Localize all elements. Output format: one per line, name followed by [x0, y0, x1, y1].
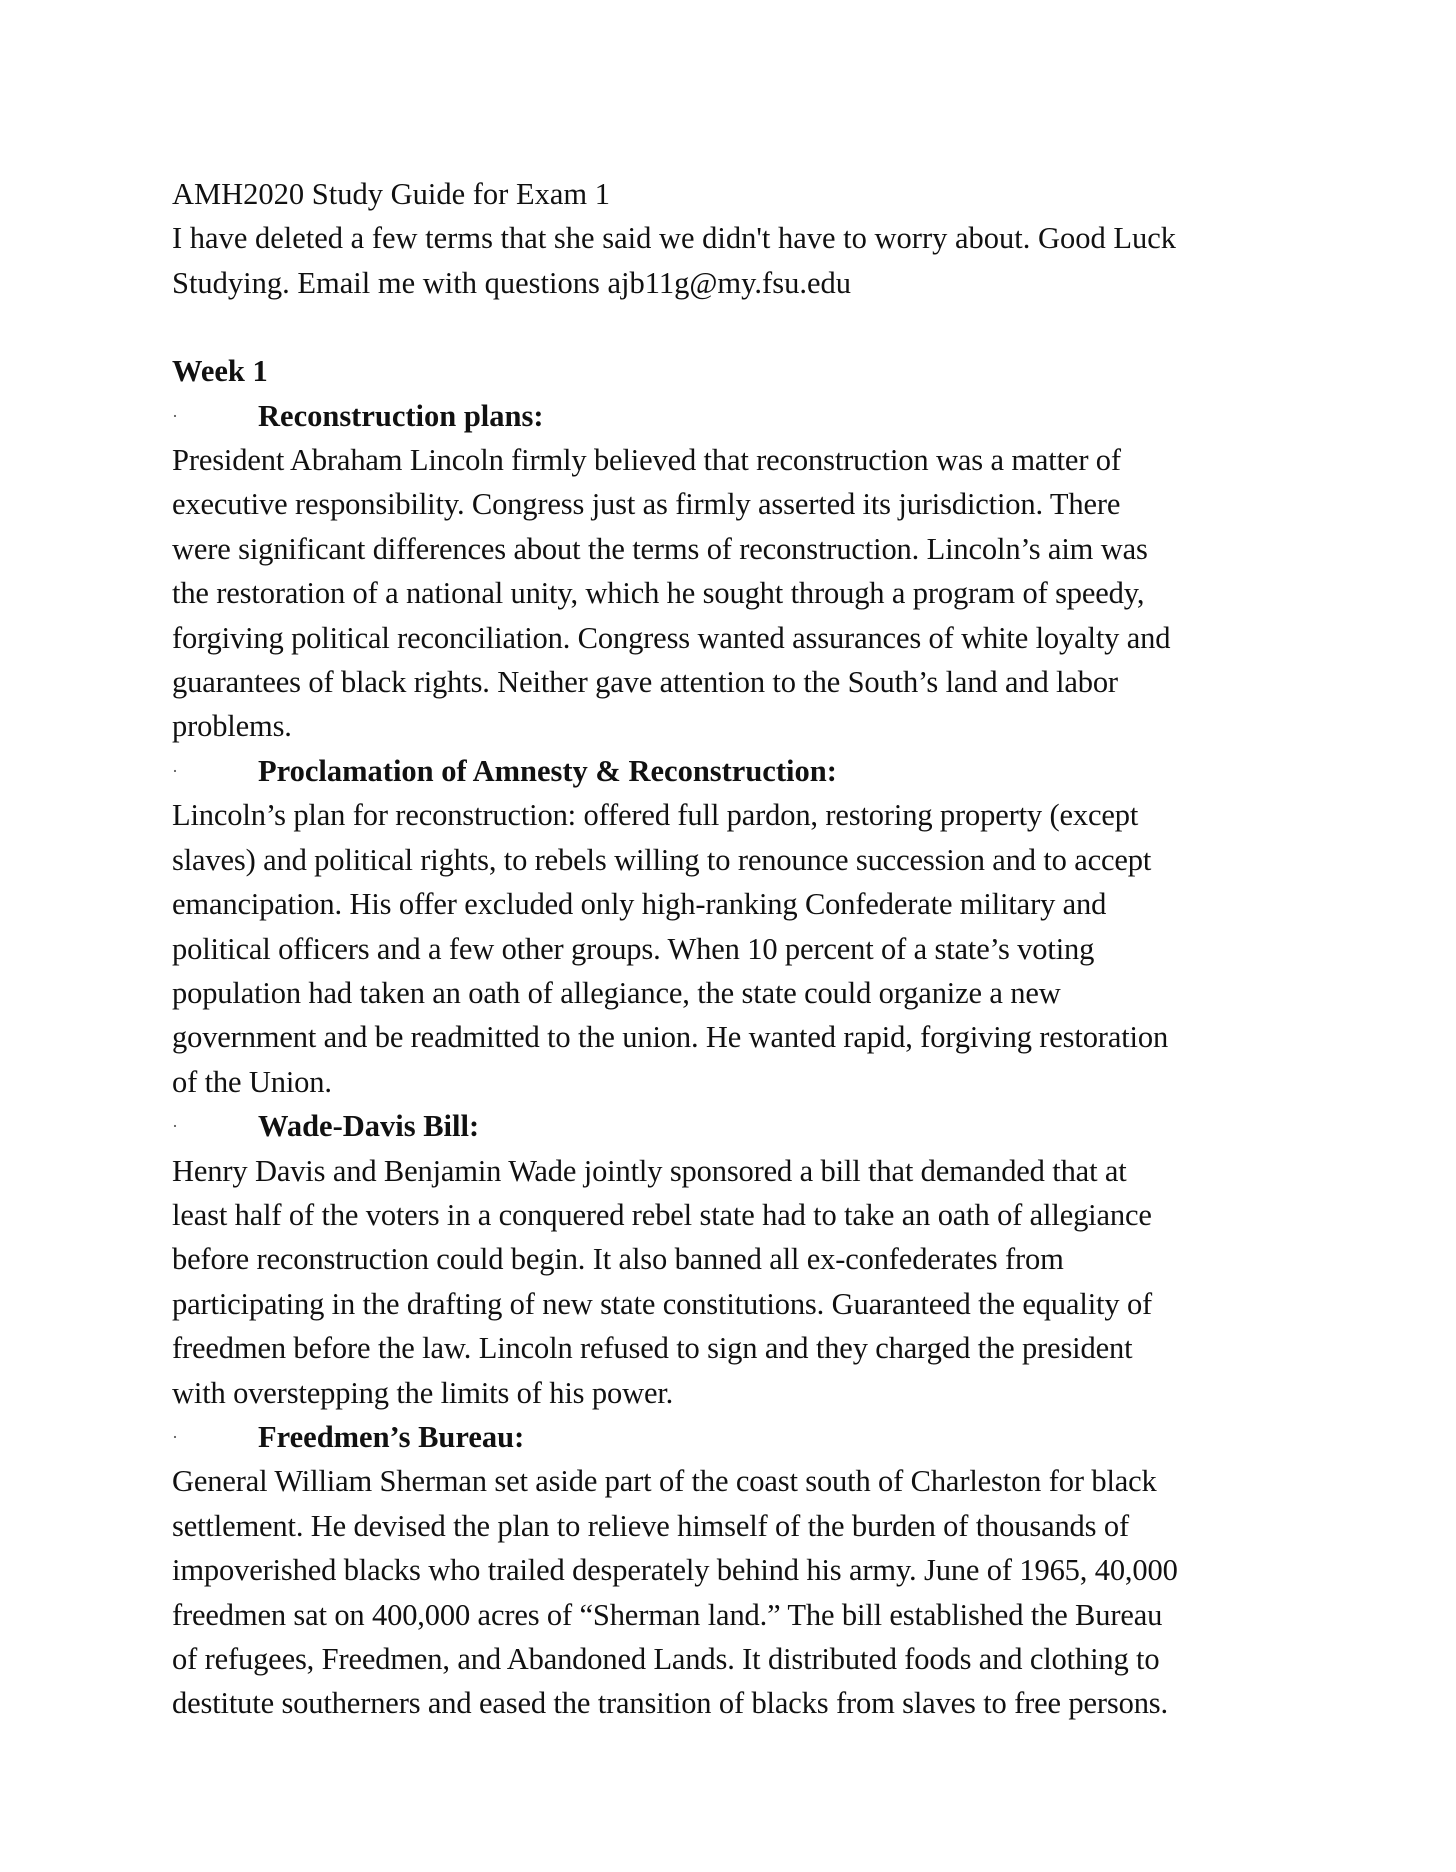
definition-line: political officers and a few other groups. When 10 percent of a state’s voting [172, 931, 1095, 966]
definition-line: with overstepping the limits of his power. [172, 1375, 674, 1410]
definition-line: General William Sherman set aside part of the coast south of Charleston for black [172, 1464, 1157, 1499]
definition-line: executive responsibility. Congress just as firmly asserted its jurisdiction. There [172, 487, 1121, 522]
bullet-marker: · [172, 1116, 178, 1137]
term-definition [172, 438, 1292, 749]
definition-line: government and be readmitted to the union. He wanted rapid, forgiving restoration [172, 1020, 1169, 1055]
definition-line: President Abraham Lincoln firmly believed that reconstruction was a matter of [172, 443, 1121, 478]
definition-line: of refugees, Freedmen, and Abandoned Lands. It distributed foods and clothing to [172, 1642, 1160, 1676]
definition-line: the restoration of a national unity, which he sought through a program of speedy, [172, 576, 1145, 611]
header-note-line: I have deleted a few terms that she said we didn't have to worry about. Good Luck [172, 221, 1177, 256]
term-section [172, 1104, 1292, 1415]
term-definition [172, 1149, 1292, 1415]
definition-line: freedmen sat on 400,000 acres of “Sherman land.” The bill established the Bureau [172, 1597, 1163, 1632]
definition-line: before reconstruction could begin. It also banned all ex-confederates from [172, 1242, 1064, 1277]
definition-line: forgiving political reconciliation. Congress wanted assurances of white loyalty and [172, 620, 1171, 655]
definition-line: emancipation. His offer excluded only high-ranking Confederate military and [172, 887, 1107, 922]
definition-line: settlement. He devised the plan to relieve himself of the burden of thousands of [172, 1508, 1129, 1543]
definition-line: freedmen before the law. Lincoln refused to sign and they charged the president [172, 1331, 1133, 1366]
bullet-marker: · [172, 1426, 178, 1447]
definition-line: Henry Davis and Benjamin Wade jointly sponsored a bill that demanded that at [172, 1153, 1127, 1188]
definition-line: problems. [172, 709, 292, 744]
definition-line: slaves) and political rights, to rebels willing to renounce succession and to accept [172, 842, 1152, 877]
term-title: Freedmen’s Bureau: [258, 1419, 525, 1454]
term-title: Reconstruction plans: [258, 398, 544, 433]
term-heading [172, 749, 1292, 793]
document-header [172, 172, 1292, 305]
definition-line: participating in the drafting of new state constitutions. Guaranteed the equality of [172, 1286, 1153, 1321]
definition-line: were significant differences about the terms of reconstruction. Lincoln’s aim was [172, 531, 1148, 566]
term-definition [172, 1459, 1292, 1725]
term-section [172, 394, 1292, 749]
header-note-line: Studying. Email me with questions ajb11g@my.fsu.edu [172, 265, 851, 300]
week-heading: Week 1 [172, 354, 268, 389]
term-definition [172, 793, 1292, 1104]
term-title: Wade-Davis Bill: [258, 1109, 480, 1144]
definition-line: destitute southerners and eased the transition of blacks from slaves to free persons. [172, 1686, 1168, 1721]
definition-line: Lincoln’s plan for reconstruction: offered full pardon, restoring property (except [172, 798, 1139, 833]
term-heading [172, 1104, 1292, 1148]
bullet-marker: · [172, 760, 178, 781]
term-heading [172, 394, 1292, 438]
study-guide-page [172, 172, 1292, 1726]
definition-line: guarantees of black rights. Neither gave attention to the South’s land and labor [172, 665, 1118, 700]
term-title: Proclamation of Amnesty & Reconstruction: [258, 753, 837, 788]
document-title: AMH2020 Study Guide for Exam 1 [172, 177, 610, 211]
term-section [172, 1415, 1292, 1726]
term-heading [172, 1415, 1292, 1459]
bullet-marker: · [172, 405, 178, 426]
definition-line: population had taken an oath of allegiance, the state could organize a new [172, 975, 1061, 1010]
term-section [172, 749, 1292, 1104]
definition-line: least half of the voters in a conquered rebel state had to take an oath of allegiance [172, 1197, 1152, 1232]
definition-line: of the Union. [172, 1064, 332, 1099]
definition-line: impoverished blacks who trailed desperately behind his army. June of 1965, 40,000 [172, 1553, 1178, 1588]
